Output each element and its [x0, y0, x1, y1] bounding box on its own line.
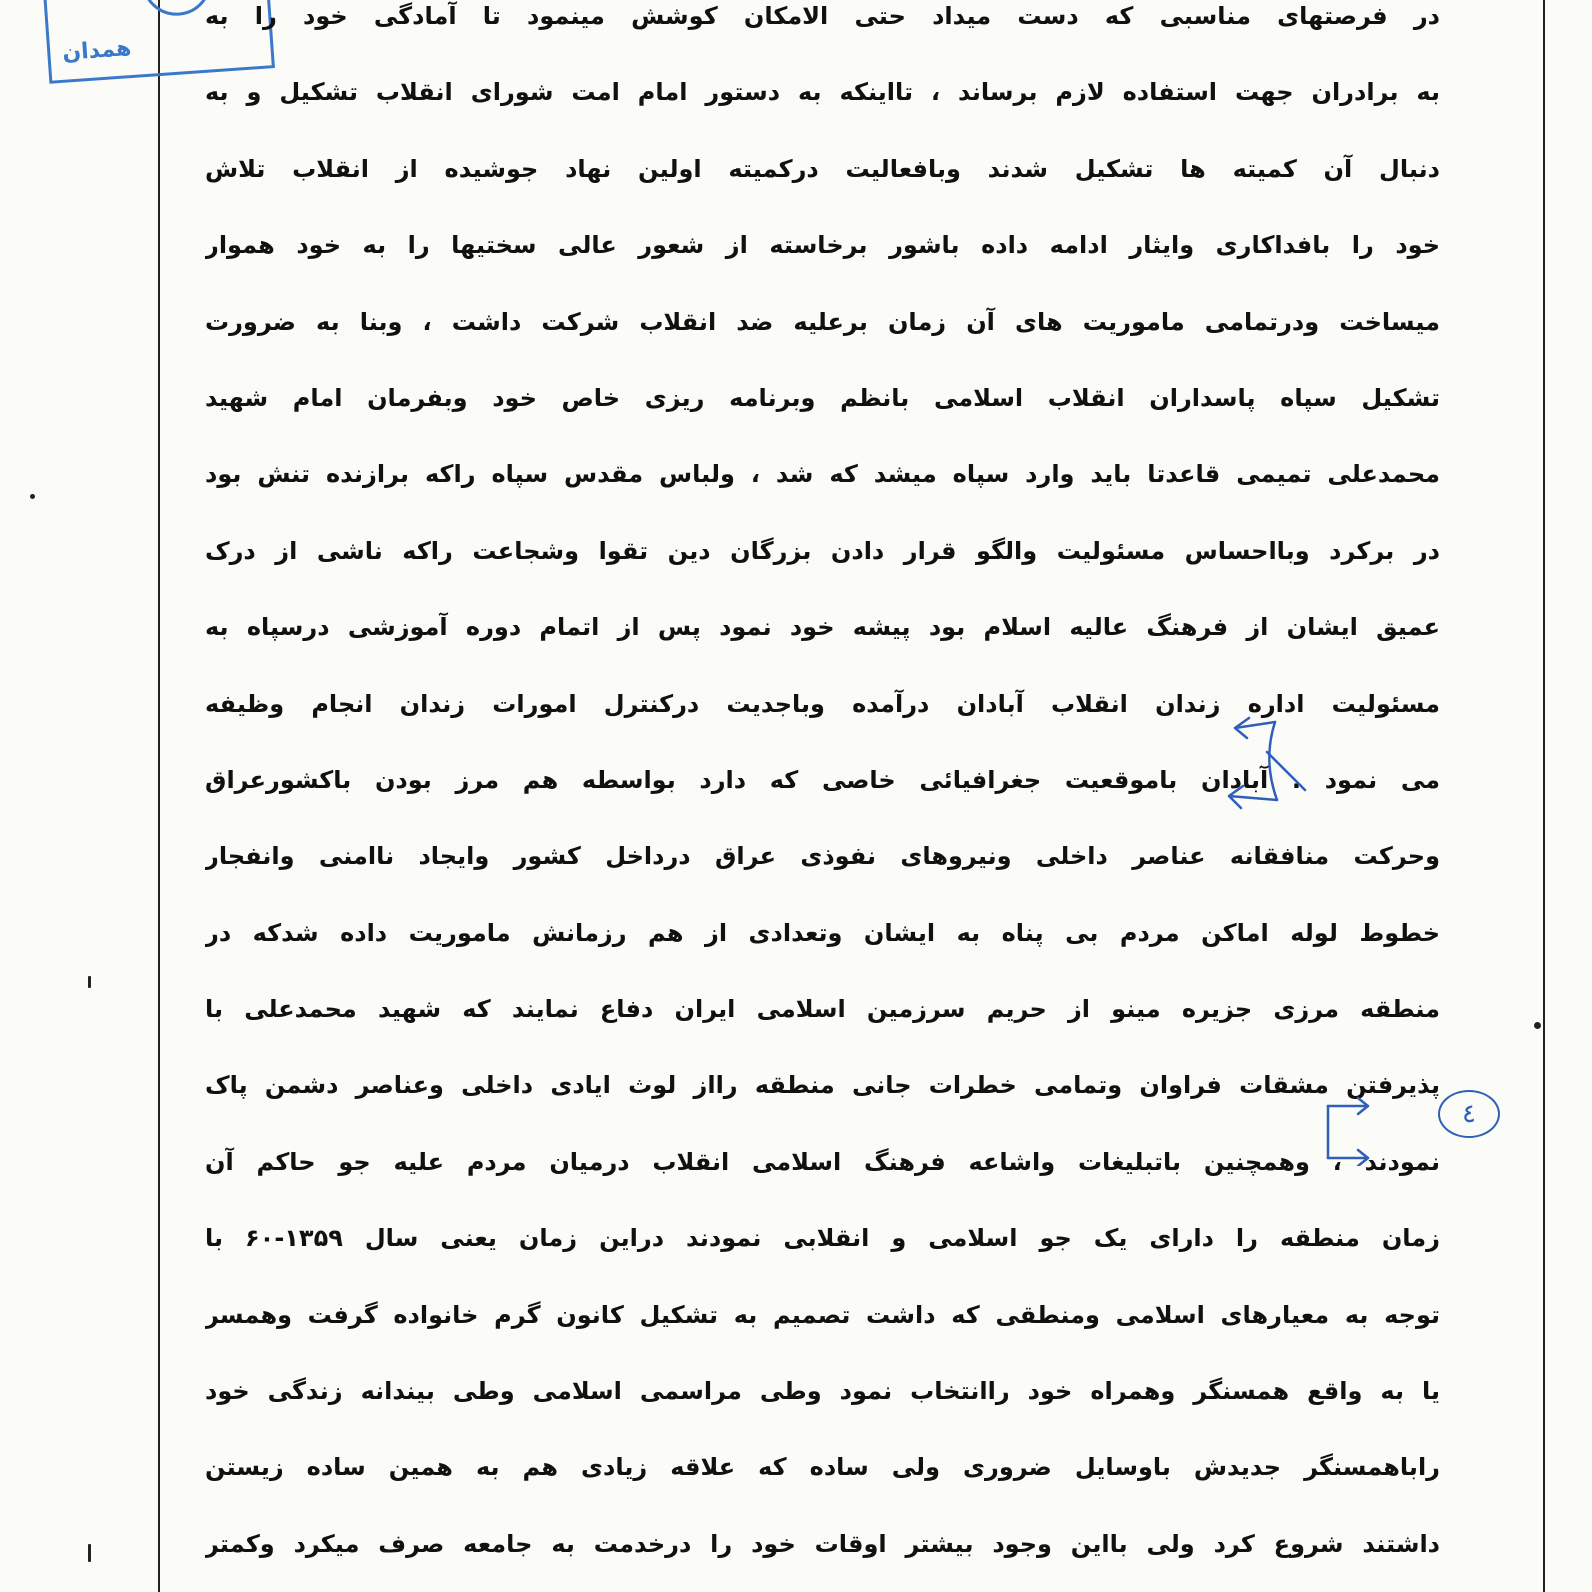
- text-line-10: مسئولیت اداره زندان انقلاب آبادان درآمده وباجدیت درکنترل امورات زندان انجام وظیفه: [205, 689, 1440, 718]
- page-left-border: [158, 0, 160, 1592]
- paragraph-bracket-annotation: [1318, 1096, 1378, 1166]
- text-line-9: عمیق ایشان از فرهنگ عالیه اسلام بود پیشه خود نمود پس از اتمام دوره آموزشی درسپاه به: [205, 613, 1440, 642]
- stamp-ring: [139, 0, 214, 18]
- text-line-14: منطقه مرزی جزیره مینو از حریم سرزمین اسلامی ایران دفاع نمایند که شهید محمدعلی با: [205, 995, 1440, 1024]
- text-line-2: به برادران جهت استفاده لازم برساند ، تااینکه به دستور امام امت شورای انقلاب تشکیل و به: [205, 78, 1440, 107]
- text-line-19: یا به واقع همسنگر وهمراه خود راانتخاب نمود وطی مراسمی اسلامی وطی بیندانه زندگی خود: [205, 1377, 1440, 1406]
- page-number-annotation: ٤: [1438, 1090, 1500, 1138]
- text-line-7: محمدعلی تمیمی قاعدتا باید وارد سپاه میشد که شد ، ولباس مقدس سپاه راکه برازنده تنش بود: [205, 460, 1440, 489]
- speck-mark: [30, 494, 35, 499]
- text-line-15: پذیرفتن مشقات فراوان وتمامی خطرات جانی منطقه رااز لوث ایادی داخلی وعناصر دشمن پاک: [205, 1071, 1440, 1100]
- text-line-11: می نمود . آبادان باموقعیت جغرافیائی خاصی که دارد بواسطه هم مرز بودن باکشورعراق: [205, 765, 1440, 794]
- text-line-8: در برکرد وبااحساس مسئولیت والگو قرار دادن بزرگان دین تقوا وشجاعت راکه ناشی از درک: [205, 536, 1440, 565]
- text-line-20: راباهمسنگر جدیدش باوسایل ضروری ولی ساده که علاقه زیادی هم به همین ساده زیستن: [205, 1453, 1440, 1482]
- text-line-16: نمودند ، وهمچنین باتبلیغات واشاعه فرهنگ اسلامی انقلاب درمیان مردم علیه جو حاکم آن: [205, 1147, 1440, 1176]
- text-line-17: زمان منطقه را دارای یک جو اسلامی و انقلابی نمودند دراین زمان یعنی سال ۱۳۵۹-۶۰ با: [205, 1224, 1440, 1253]
- text-line-5: میساخت ودرتمامی ماموریت های آن زمان برعلیه ضد انقلاب شرکت داشت ، وبنا به ضرورت: [205, 307, 1440, 336]
- text-line-18: توجه به معیارهای اسلامی ومنطقی که داشت تصمیم به تشکیل کانون گرم خانواده گرفت وهمسر: [205, 1300, 1440, 1329]
- page-right-border: [1543, 0, 1545, 1592]
- speck-mark: [1534, 1022, 1541, 1029]
- stamp-text: همدان: [61, 36, 133, 66]
- text-line-13: خطوط لوله اماکن مردم بی پناه به ایشان وتعدادی از هم رزمانش ماموریت داده شدکه در: [205, 918, 1440, 947]
- speck-mark: [88, 976, 91, 988]
- paragraph-break-arrows-annotation: [1205, 712, 1315, 812]
- text-line-21: داشتند شروع کرد ولی بااین وجود بیشتر اوقات خود را درخدمت به جامعه صرف میکرد وکمتر: [205, 1529, 1440, 1558]
- text-line-3: دنبال آن کمیته ها تشکیل شدند وبافعالیت درکمیته اولین نهاد جوشیده از انقلاب تلاش: [205, 154, 1440, 183]
- text-line-1: در فرصتهای مناسبی که دست میداد حتی الامکان کوشش مینمود تا آمادگی خود را به: [205, 2, 1440, 30]
- text-line-6: تشکیل سپاه پاسداران انقلاب اسلامی بانظم وبرنامه ریزی خاص خود وبفرمان امام شهید: [205, 383, 1440, 412]
- text-line-12: وحرکت منافقانه عناصر داخلی ونیروهای نفوذی عراق درداخل کشور وایجاد ناامنی وانفجار: [205, 842, 1440, 871]
- text-line-4: خود را بافداکاری وایثار ادامه داده باشور برخاسته از شعور عالی سختیها را به خود هموار: [205, 231, 1440, 260]
- speck-mark: [88, 1544, 91, 1562]
